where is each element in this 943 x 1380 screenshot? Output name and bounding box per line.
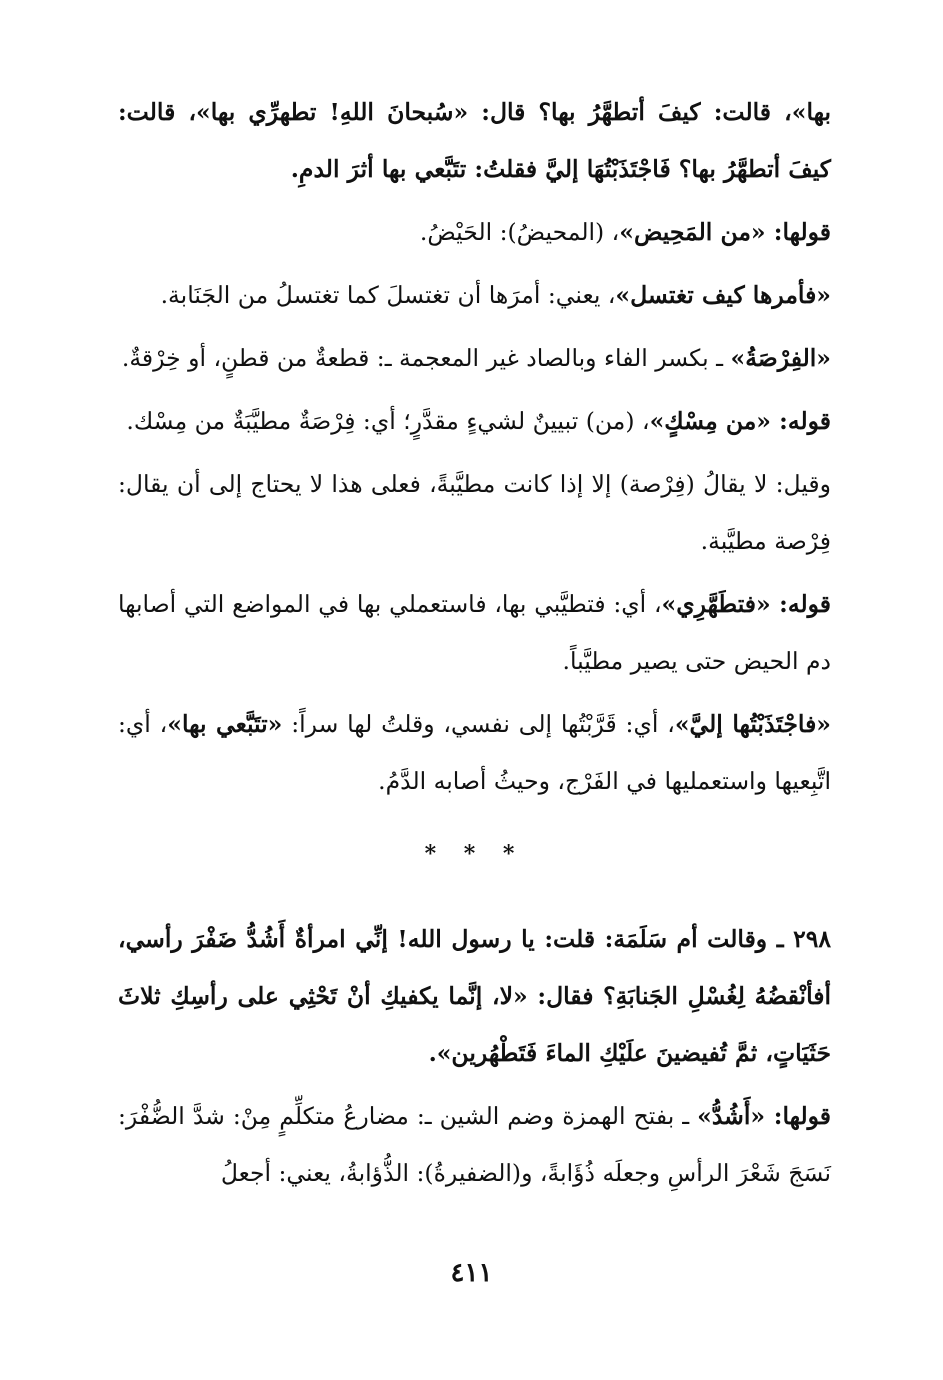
bold-text-run: «الفِرْصَةُ» xyxy=(730,344,831,372)
paragraph xyxy=(118,393,831,450)
bold-text-run: «تتَبَّعي بها» xyxy=(167,710,283,738)
paragraph xyxy=(118,576,831,690)
text-run: ـ بفتح الهمزة وضم الشين ـ: مضارعُ متكلِّمٍ مِنْ: شدَّ الضُّفْرَ: نَسَجَ شَعْرَ الرأسِ وجعلَه ذُؤَابةً، و(الضفيرةُ): الذُّؤابةُ، يعني: أجعلُ xyxy=(118,1102,831,1187)
paragraph xyxy=(118,1088,831,1202)
section-separator: * * * xyxy=(424,841,525,867)
bold-text-run: «فاجْتَذَبْتُها إليَّ» xyxy=(674,710,831,738)
bold-text-run: بها»، قالت: كيفَ أتطهَّرُ بها؟ قال: «سُبحانَ اللهِ! تطهرِّي بها»، قالت: كيفَ أتطهَّرُ بها؟ فَاجْتَذَبْتُهَا إليَّ فقلتُ: تتَبَّعي بها أثرَ الدمِ. xyxy=(118,98,831,183)
bold-text-run: قولها: «أَشُدُّ» xyxy=(697,1102,831,1130)
text-run: ، أي: قَرَّبْتُها إلى نفسي، وقلتُ لها سراً: xyxy=(282,710,675,738)
bold-text-run: ٢٩٨ ـ وقالت أم سَلَمَة: قلت: يا رسول الله! إنِّي امرأةٌ أَشُدُّ ضَفْرَ رأسي، أفأنْقضُهُ لِغُسْلِ الجَنابَةِ؟ فقال: «لا، إنَّما يكفيكِ أنْ تَحْثِي على رأسِكِ ثلاثَ حَثَيَاتٍ، ثمَّ تُفيضينَ علَيْكِ الماءَ فَتَطْهُرين». xyxy=(118,925,831,1067)
paragraphs-before-separator xyxy=(118,84,831,810)
text-run: ، أي: اتَّبِعيها واستعمليها في الفَرْج، وحيثُ أصابه الدَّمُ. xyxy=(118,710,831,795)
paragraph xyxy=(118,456,831,570)
text-run: ـ بكسر الفاء وبالصاد غير المعجمة ـ: قطعةٌ من قطنٍ، أو خِرْقةٌ. xyxy=(121,344,731,372)
bold-text-run: قوله: «فتطَهَّرِي» xyxy=(661,590,831,618)
paragraph xyxy=(118,330,831,387)
paragraph xyxy=(118,911,831,1082)
page-body xyxy=(118,84,831,1208)
paragraph xyxy=(118,84,831,198)
paragraph xyxy=(118,696,831,810)
bold-text-run: قوله: «من مِسْكٍ» xyxy=(649,407,831,435)
text-run: ، أي: فتطيَّبي بها، فاستعملي بها في المواضع التي أصابها دم الحيض حتى يصير مطيَّباً. xyxy=(118,590,831,675)
text-run: ، (من) تبيينٌ لشيءٍ مقدَّرٍ؛ أي: فِرْصَةٌ مطيَّبَةٌ من مِسْك. xyxy=(126,407,650,435)
text-run: ، (المحيضُ): الحَيْضُ. xyxy=(419,218,620,246)
bold-text-run: قولها: «من المَحِيض» xyxy=(619,218,831,246)
paragraph xyxy=(118,204,831,261)
text-run: وقيل: لا يقالُ (فِرْصة) إلا إذا كانت مطيَّبةً، فعلى هذا لا يحتاج إلى أن يقال: فِرْصة مطيَّبة. xyxy=(118,470,831,555)
paragraphs-after-separator xyxy=(118,911,831,1202)
text-run: ، يعني: أمرَها أن تغتسلَ كما تغتسلُ من الجَنَابة. xyxy=(160,281,616,309)
paragraph xyxy=(118,267,831,324)
bold-text-run: «فأمرها كيف تغتسل» xyxy=(615,281,831,309)
page-number: ٤١١ xyxy=(450,1258,493,1288)
